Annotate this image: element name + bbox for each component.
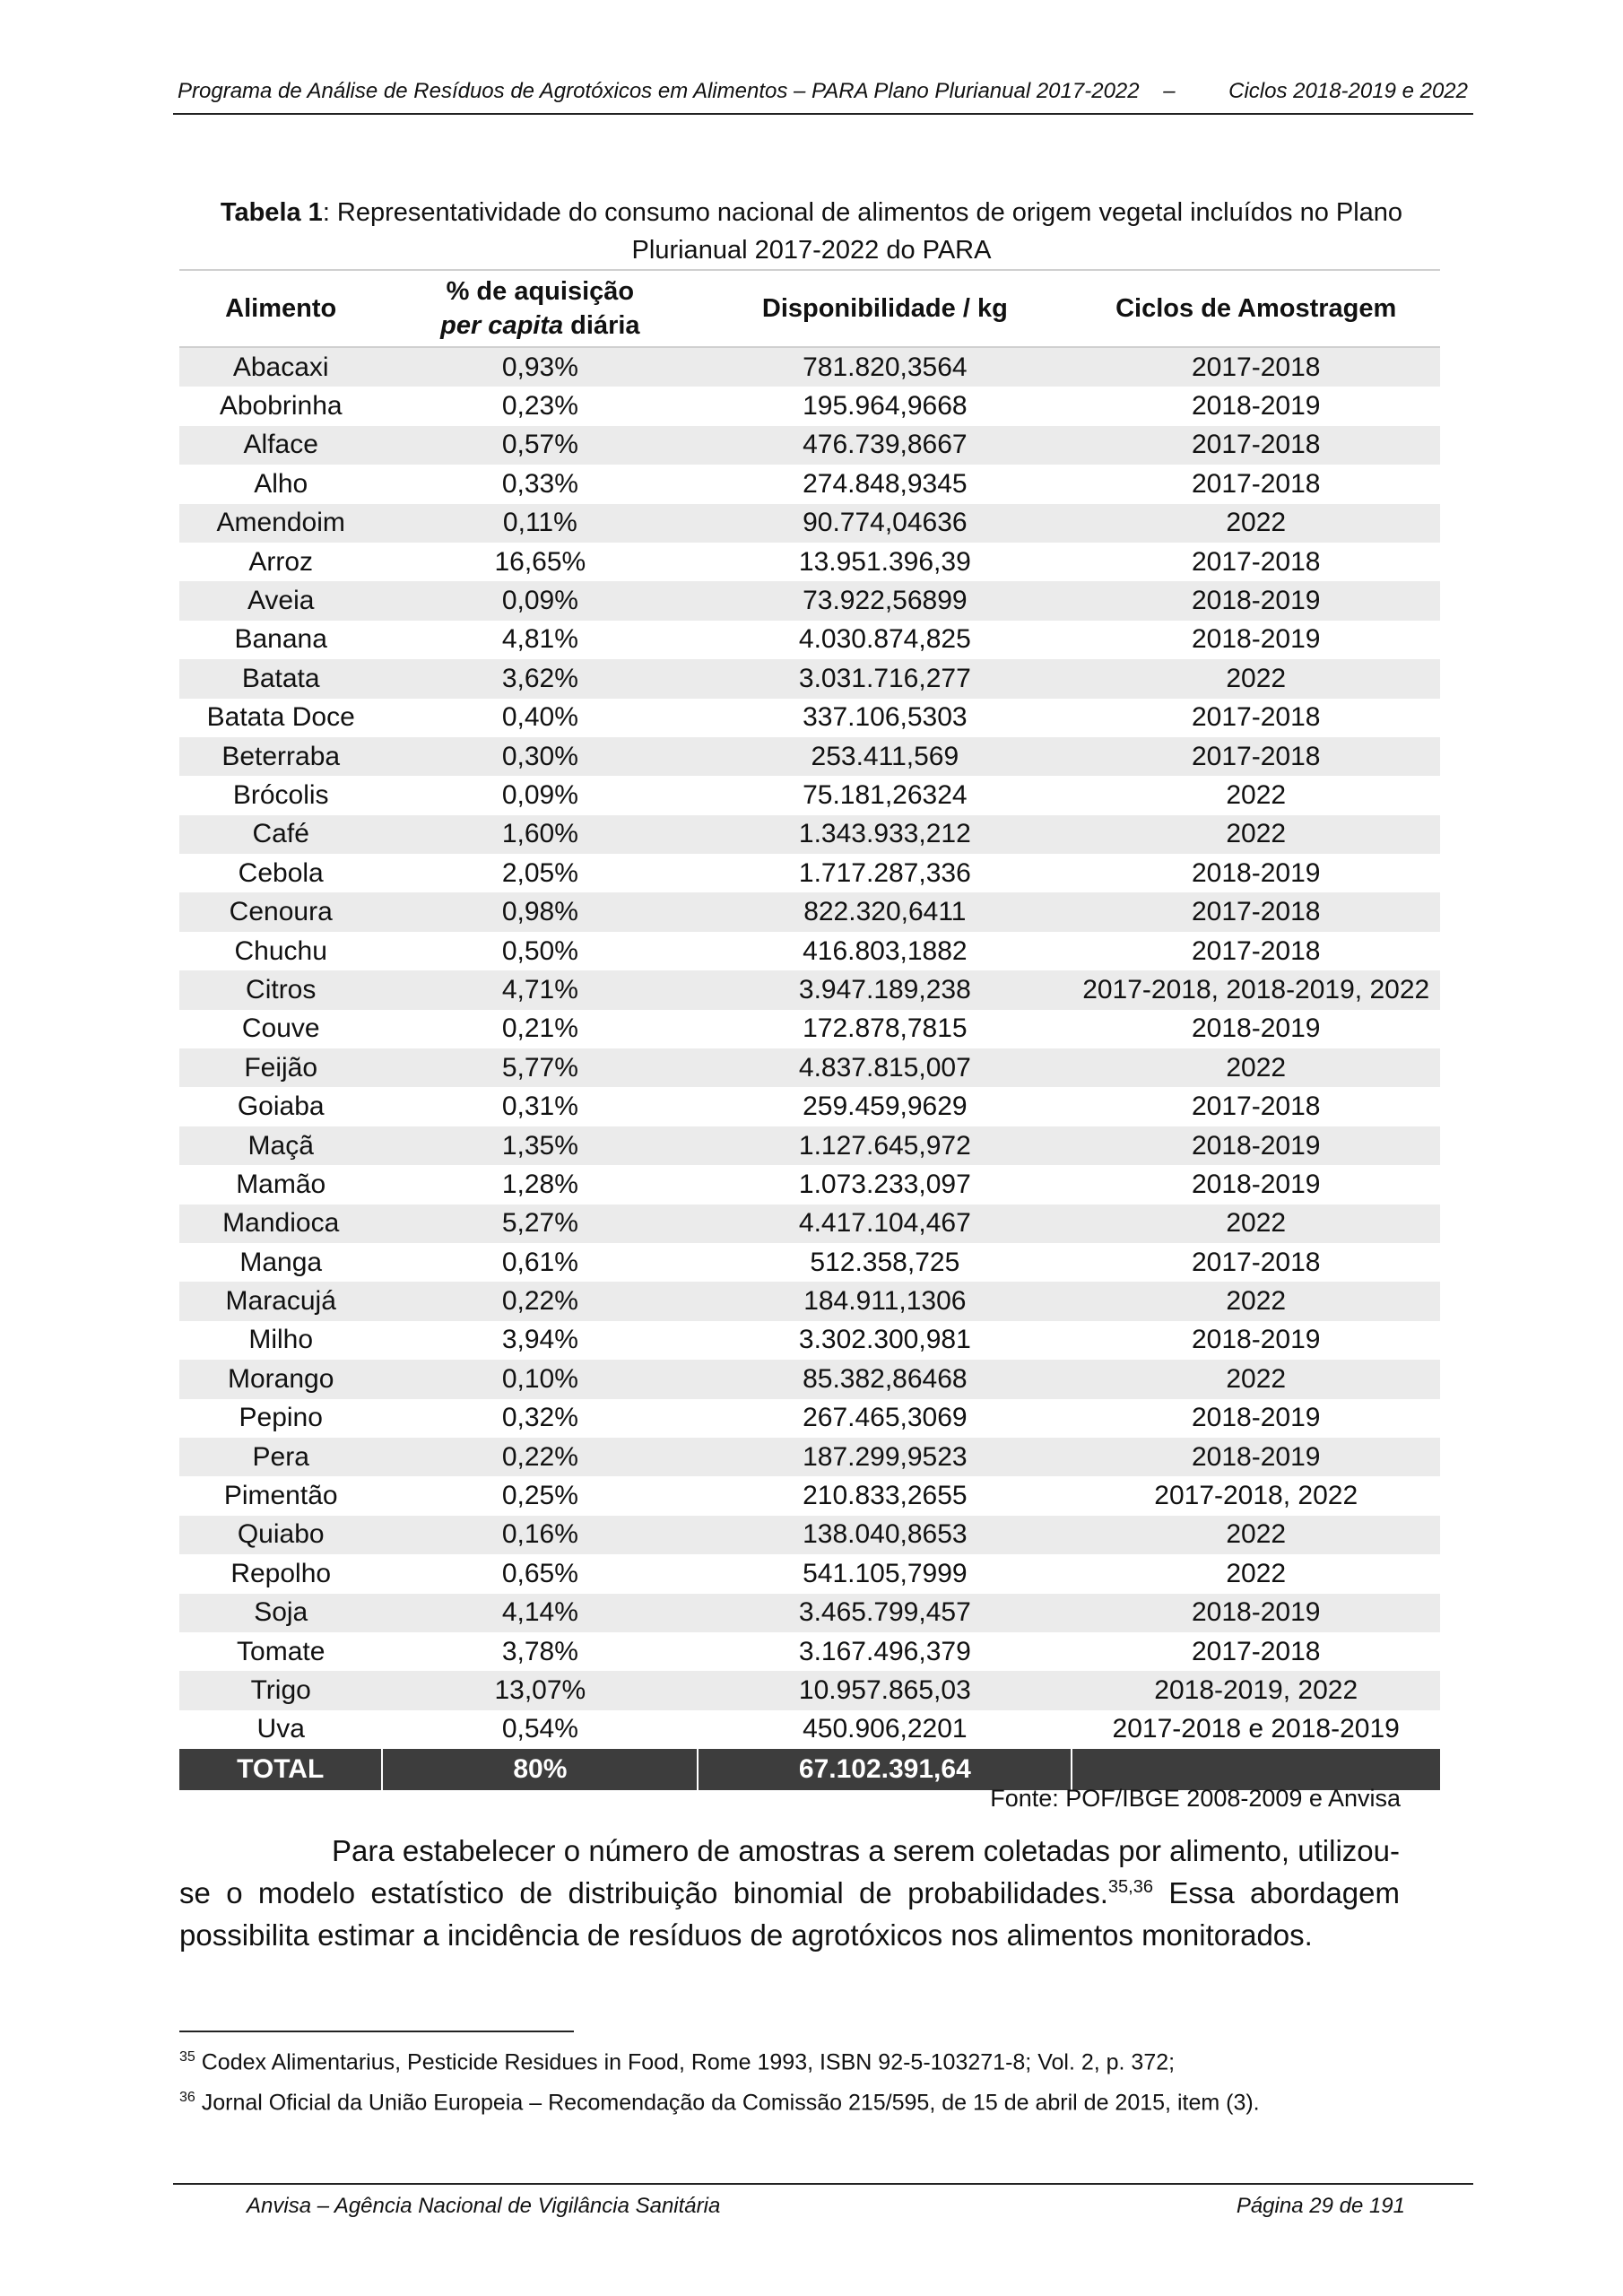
table-row	[179, 932, 1440, 970]
table-row	[179, 1087, 1440, 1126]
cell-food: Quiabo	[179, 1516, 382, 1554]
cell-cycles: 2017-2018 e 2018-2019	[1072, 1710, 1440, 1749]
cell-food: Maracujá	[179, 1282, 382, 1320]
table-row	[179, 737, 1440, 776]
cell-pct: 13,07%	[382, 1671, 698, 1709]
cell-pct: 3,78%	[382, 1632, 698, 1671]
cell-food: Manga	[179, 1243, 382, 1282]
table-row	[179, 892, 1440, 931]
cell-food: Goiaba	[179, 1087, 382, 1126]
cell-pct: 0,32%	[382, 1399, 698, 1438]
citation-superscript: 35,36	[1107, 1877, 1153, 1897]
cell-food: Aveia	[179, 581, 382, 620]
footer-page-number: Página 29 de 191	[1236, 2194, 1405, 2218]
table-header-row	[179, 270, 1440, 347]
cell-availability: 13.951.396,39	[698, 543, 1072, 581]
table-row	[179, 387, 1440, 425]
cell-pct: 0,25%	[382, 1476, 698, 1515]
caption-label: Tabela 1	[220, 198, 323, 227]
cell-availability: 267.465,3069	[698, 1399, 1072, 1438]
cell-availability: 274.848,9345	[698, 465, 1072, 503]
cell-pct: 0,98%	[382, 892, 698, 931]
cell-pct: 1,60%	[382, 815, 698, 854]
cell-cycles: 2017-2018	[1072, 1243, 1440, 1282]
cell-cycles: 2022	[1072, 815, 1440, 854]
cell-food: Pera	[179, 1438, 382, 1476]
cell-availability: 781.820,3564	[698, 347, 1072, 387]
cell-cycles: 2017-2018, 2022	[1072, 1476, 1440, 1515]
cell-availability: 4.030.874,825	[698, 621, 1072, 659]
cell-availability: 10.957.865,03	[698, 1671, 1072, 1709]
cell-availability: 138.040,8653	[698, 1516, 1072, 1554]
cell-availability: 3.031.716,277	[698, 659, 1072, 698]
cell-cycles: 2017-2018	[1072, 737, 1440, 776]
cell-cycles: 2017-2018	[1072, 426, 1440, 465]
cell-cycles: 2017-2018	[1072, 465, 1440, 503]
cell-cycles: 2018-2019	[1072, 1126, 1440, 1165]
cell-pct: 4,14%	[382, 1594, 698, 1632]
cell-availability: 822.320,6411	[698, 892, 1072, 931]
page-header	[173, 74, 1473, 115]
cell-availability: 4.417.104,467	[698, 1205, 1072, 1243]
table-row	[179, 1516, 1440, 1554]
cell-food: Arroz	[179, 543, 382, 581]
table-row	[179, 1360, 1440, 1398]
cell-food: Repolho	[179, 1554, 382, 1593]
cell-availability: 1.073.233,097	[698, 1165, 1072, 1204]
cell-pct: 0,21%	[382, 1010, 698, 1048]
cell-availability: 195.964,9668	[698, 387, 1072, 425]
total-label: TOTAL	[179, 1749, 382, 1790]
cell-availability: 1.127.645,972	[698, 1126, 1072, 1165]
header-cycles: Ciclos de Amostragem	[1072, 270, 1440, 347]
footnote-36: $^{36}$ Jornal Oficial da União Europeia – Recomendação da Comissão 215/595, de 15 de abril de 2015, item (3).	[179, 2090, 1260, 2116]
cell-food: Cebola	[179, 854, 382, 892]
cell-pct: 16,65%	[382, 543, 698, 581]
table-row	[179, 543, 1440, 581]
table-row	[179, 1399, 1440, 1438]
cell-cycles: 2018-2019, 2022	[1072, 1671, 1440, 1709]
cell-availability: 187.299,9523	[698, 1438, 1072, 1476]
cell-availability: 3.947.189,238	[698, 970, 1072, 1009]
consumption-table	[179, 269, 1440, 1790]
cell-pct: 0,10%	[382, 1360, 698, 1398]
cell-pct: 0,65%	[382, 1554, 698, 1593]
cell-cycles: 2017-2018	[1072, 347, 1440, 387]
table-row	[179, 1282, 1440, 1320]
cell-pct: 0,93%	[382, 347, 698, 387]
header-pct: % de aquisição per capita diária	[382, 270, 698, 347]
cell-pct: 0,31%	[382, 1087, 698, 1126]
cell-pct: 0,33%	[382, 465, 698, 503]
total-pct: 80%	[382, 1749, 698, 1790]
cell-availability: 450.906,2201	[698, 1710, 1072, 1749]
cell-food: Batata	[179, 659, 382, 698]
table-row	[179, 1126, 1440, 1165]
cell-cycles: 2018-2019	[1072, 1438, 1440, 1476]
cell-cycles: 2018-2019	[1072, 1321, 1440, 1360]
cell-cycles: 2022	[1072, 504, 1440, 543]
cell-cycles: 2017-2018	[1072, 543, 1440, 581]
cell-food: Chuchu	[179, 932, 382, 970]
cell-cycles: 2017-2018	[1072, 1632, 1440, 1671]
table-row	[179, 815, 1440, 854]
cell-food: Pepino	[179, 1399, 382, 1438]
total-availability: 67.102.391,64	[698, 1749, 1072, 1790]
cell-cycles: 2022	[1072, 1516, 1440, 1554]
cell-pct: 5,77%	[382, 1048, 698, 1087]
caption-text: : Representatividade do consumo nacional de alimentos de origem vegetal incluídos no Plano Plurianual 2017-2022 do PARA	[322, 198, 1403, 265]
cell-food: Maçã	[179, 1126, 382, 1165]
cell-cycles: 2018-2019	[1072, 387, 1440, 425]
table-row	[179, 1010, 1440, 1048]
cell-food: Café	[179, 815, 382, 854]
table-row	[179, 1554, 1440, 1593]
header-cycles: Ciclos 2018-2019 e 2022	[1228, 79, 1468, 103]
table-row	[179, 699, 1440, 737]
table-row	[179, 1205, 1440, 1243]
cell-pct: 0,11%	[382, 504, 698, 543]
cell-availability: 337.106,5303	[698, 699, 1072, 737]
cell-availability: 3.465.799,457	[698, 1594, 1072, 1632]
cell-availability: 541.105,7999	[698, 1554, 1072, 1593]
cell-food: Alho	[179, 465, 382, 503]
cell-cycles: 2017-2018	[1072, 1087, 1440, 1126]
page-footer	[173, 2183, 1473, 2221]
cell-food: Milho	[179, 1321, 382, 1360]
cell-pct: 0,22%	[382, 1438, 698, 1476]
cell-cycles: 2018-2019	[1072, 1594, 1440, 1632]
cell-availability: 416.803,1882	[698, 932, 1072, 970]
cell-availability: 184.911,1306	[698, 1282, 1072, 1320]
cell-food: Morango	[179, 1360, 382, 1398]
table-row	[179, 776, 1440, 814]
cell-cycles: 2022	[1072, 776, 1440, 814]
footnote-divider	[179, 2031, 574, 2032]
table-row	[179, 970, 1440, 1009]
cell-availability: 4.837.815,007	[698, 1048, 1072, 1087]
header-program-title: Programa de Análise de Resíduos de Agrotóxicos em Alimentos – PARA Plano Plurianual 2017-2022 –	[178, 79, 1176, 103]
cell-pct: 0,57%	[382, 426, 698, 465]
table-row	[179, 465, 1440, 503]
cell-cycles: 2017-2018	[1072, 699, 1440, 737]
cell-availability: 259.459,9629	[698, 1087, 1072, 1126]
cell-food: Mandioca	[179, 1205, 382, 1243]
cell-pct: 5,27%	[382, 1205, 698, 1243]
cell-cycles: 2017-2018, 2018-2019, 2022	[1072, 970, 1440, 1009]
cell-cycles: 2017-2018	[1072, 892, 1440, 931]
cell-cycles: 2017-2018	[1072, 932, 1440, 970]
cell-cycles: 2022	[1072, 1048, 1440, 1087]
table-row	[179, 1594, 1440, 1632]
cell-availability: 3.302.300,981	[698, 1321, 1072, 1360]
cell-availability: 512.358,725	[698, 1243, 1072, 1282]
table-row	[179, 1632, 1440, 1671]
footnotes	[179, 2039, 1453, 2121]
cell-pct: 4,81%	[382, 621, 698, 659]
cell-food: Batata Doce	[179, 699, 382, 737]
cell-pct: 0,09%	[382, 776, 698, 814]
header-availability: Disponibilidade / kg	[698, 270, 1072, 347]
cell-pct: 0,30%	[382, 737, 698, 776]
cell-pct: 2,05%	[382, 854, 698, 892]
cell-cycles: 2022	[1072, 1282, 1440, 1320]
table-source: Fonte: POF/IBGE 2008-2009 e Anvisa	[990, 1785, 1401, 1812]
table-row	[179, 659, 1440, 698]
cell-availability: 1.717.287,336	[698, 854, 1072, 892]
table-row	[179, 581, 1440, 620]
cell-food: Banana	[179, 621, 382, 659]
cell-pct: 0,16%	[382, 1516, 698, 1554]
cell-cycles: 2022	[1072, 1205, 1440, 1243]
cell-food: Pimentão	[179, 1476, 382, 1515]
cell-pct: 0,61%	[382, 1243, 698, 1282]
cell-food: Uva	[179, 1710, 382, 1749]
table-caption	[179, 194, 1444, 269]
body-paragraph: Para estabelecer o número de amostras a serem coletadas por alimento, utilizou-se o modelo estatístico de distribuição binomial de probabilidades.$^{35,36}$ Essa abordagem possibilita estimar a incidência de resíduos de agrotóxicos nos alimentos monitorados.	[179, 1834, 1400, 1952]
cell-pct: 1,28%	[382, 1165, 698, 1204]
cell-pct: 0,40%	[382, 699, 698, 737]
cell-availability: 210.833,2655	[698, 1476, 1072, 1515]
cell-food: Mamão	[179, 1165, 382, 1204]
cell-cycles: 2022	[1072, 1554, 1440, 1593]
table-row	[179, 1321, 1440, 1360]
cell-food: Soja	[179, 1594, 382, 1632]
cell-availability: 85.382,86468	[698, 1360, 1072, 1398]
cell-availability: 75.181,26324	[698, 776, 1072, 814]
table-row	[179, 854, 1440, 892]
cell-pct: 1,35%	[382, 1126, 698, 1165]
cell-cycles: 2018-2019	[1072, 1399, 1440, 1438]
cell-availability: 253.411,569	[698, 737, 1072, 776]
cell-pct: 0,54%	[382, 1710, 698, 1749]
cell-cycles: 2022	[1072, 659, 1440, 698]
table-row	[179, 1165, 1440, 1204]
footnote-35: $^{35}$ Codex Alimentarius, Pesticide Residues in Food, Rome 1993, ISBN 92-5-103271-8; Vol. 2, p. 372;	[179, 2049, 1176, 2075]
cell-food: Feijão	[179, 1048, 382, 1087]
cell-availability: 3.167.496,379	[698, 1632, 1072, 1671]
table-row	[179, 1438, 1440, 1476]
table-row	[179, 504, 1440, 543]
cell-cycles: 2018-2019	[1072, 1165, 1440, 1204]
cell-food: Abobrinha	[179, 387, 382, 425]
table-row	[179, 347, 1440, 387]
cell-pct: 4,71%	[382, 970, 698, 1009]
table-row	[179, 1476, 1440, 1515]
cell-cycles: 2018-2019	[1072, 1010, 1440, 1048]
cell-pct: 0,23%	[382, 387, 698, 425]
cell-availability: 476.739,8667	[698, 426, 1072, 465]
cell-availability: 172.878,7815	[698, 1010, 1072, 1048]
cell-cycles: 2022	[1072, 1360, 1440, 1398]
cell-food: Cenoura	[179, 892, 382, 931]
footer-agency: Anvisa – Agência Nacional de Vigilância Sanitária	[247, 2194, 721, 2218]
cell-cycles: 2018-2019	[1072, 854, 1440, 892]
table-row	[179, 621, 1440, 659]
cell-food: Trigo	[179, 1671, 382, 1709]
cell-food: Citros	[179, 970, 382, 1009]
table-row	[179, 1710, 1440, 1749]
cell-pct: 3,62%	[382, 659, 698, 698]
header-food: Alimento	[179, 270, 382, 347]
table-row	[179, 426, 1440, 465]
cell-food: Couve	[179, 1010, 382, 1048]
cell-availability: 90.774,04636	[698, 504, 1072, 543]
table-row	[179, 1243, 1440, 1282]
cell-pct: 0,50%	[382, 932, 698, 970]
cell-cycles: 2018-2019	[1072, 581, 1440, 620]
cell-food: Alface	[179, 426, 382, 465]
cell-food: Abacaxi	[179, 347, 382, 387]
cell-pct: 0,22%	[382, 1282, 698, 1320]
cell-availability: 73.922,56899	[698, 581, 1072, 620]
table-row	[179, 1671, 1440, 1709]
cell-pct: 3,94%	[382, 1321, 698, 1360]
cell-food: Tomate	[179, 1632, 382, 1671]
cell-availability: 1.343.933,212	[698, 815, 1072, 854]
cell-cycles: 2018-2019	[1072, 621, 1440, 659]
cell-pct: 0,09%	[382, 581, 698, 620]
cell-food: Amendoim	[179, 504, 382, 543]
cell-food: Brócolis	[179, 776, 382, 814]
table-row	[179, 1048, 1440, 1087]
cell-food: Beterraba	[179, 737, 382, 776]
